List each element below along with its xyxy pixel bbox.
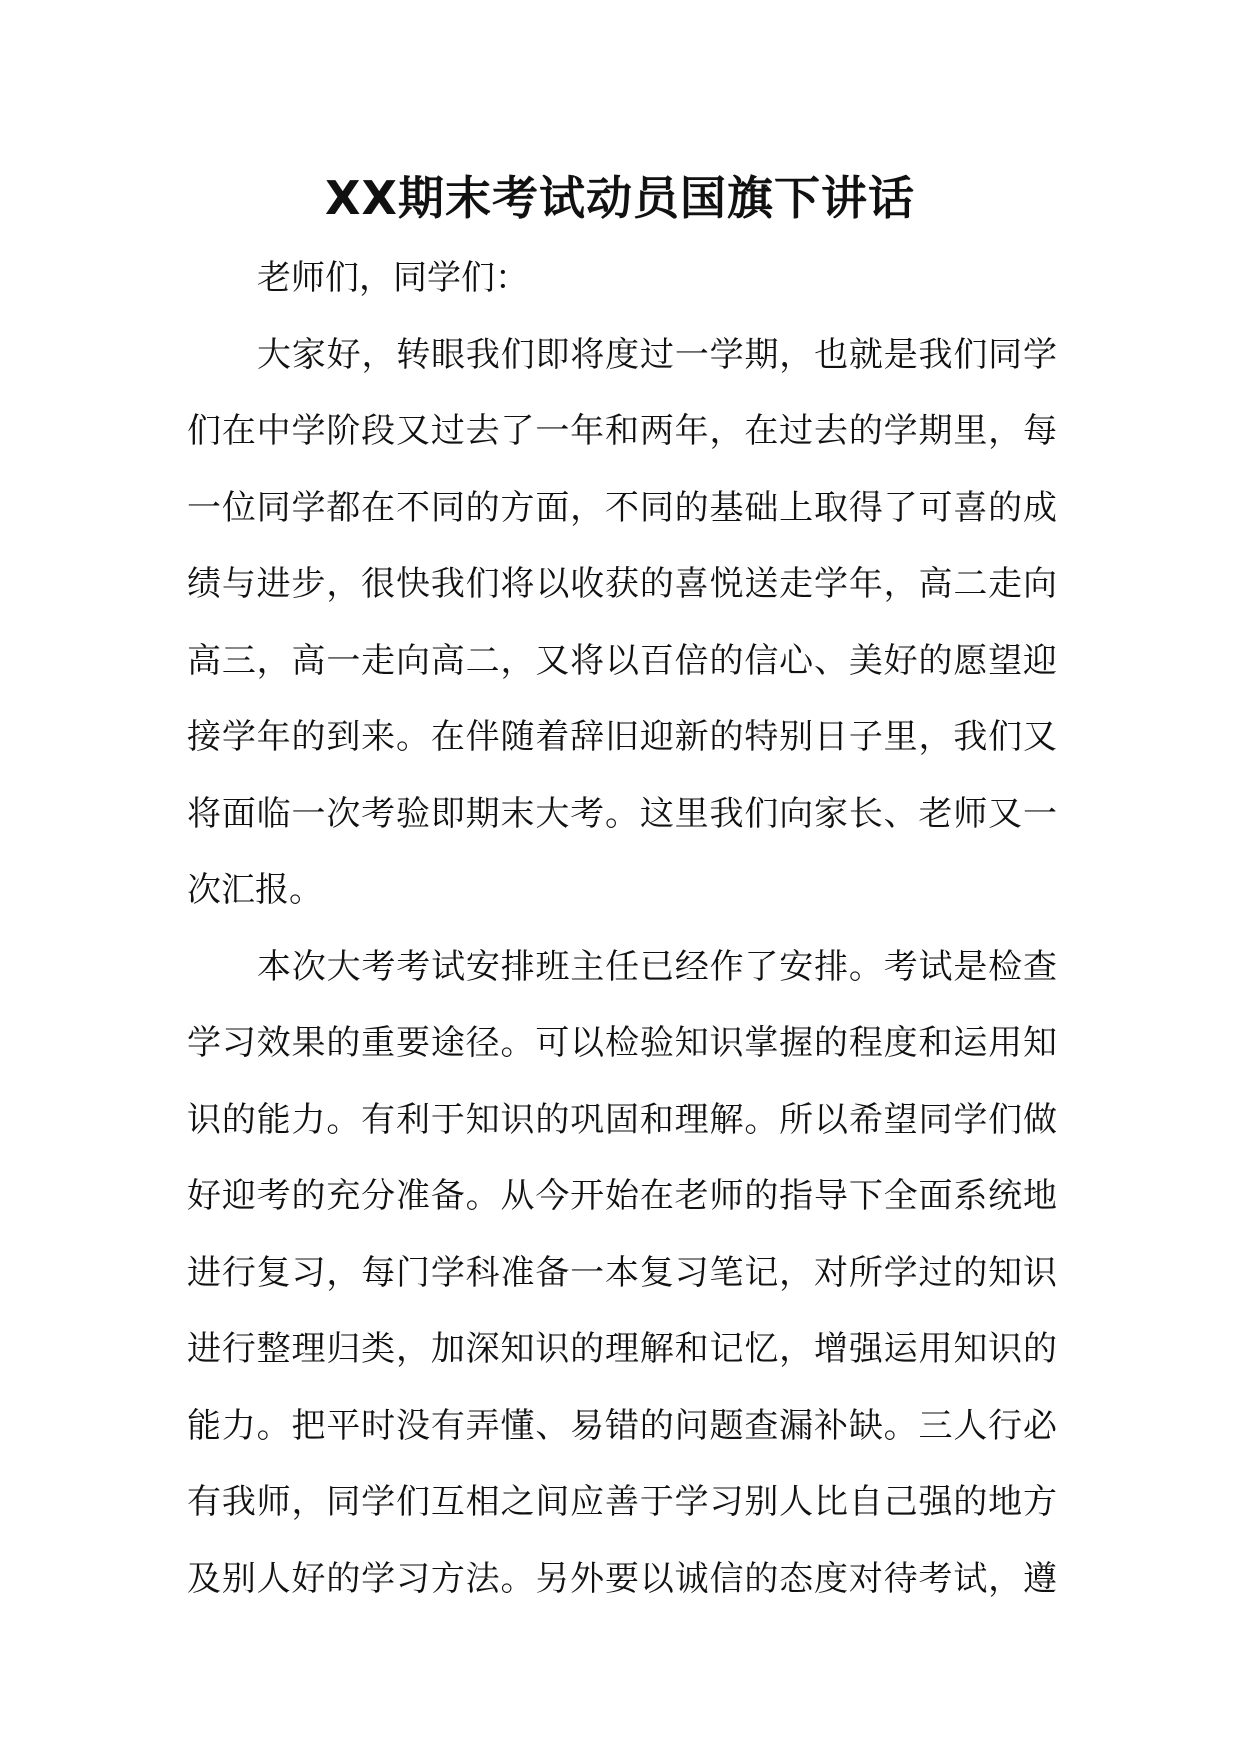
paragraph-1-line-2: 们在中学阶段又过去了一年和两年，在过去的学期里，每	[187, 411, 1057, 451]
paragraph-2-line-3: 识的能力。有利于知识的巩固和理解。所以希望同学们做	[187, 1099, 1057, 1140]
paragraph-1-line-6: 接学年的到来。在伴随着辞旧迎新的特别日子里，我们又	[187, 717, 1057, 757]
paragraph-1-line-3: 一位同学都在不同的方面，不同的基础上取得了可喜的成	[187, 487, 1057, 528]
paragraph-1-line-7: 将面临一次考验即期末大考。这里我们向家长、老师又一	[187, 793, 1057, 834]
paragraph-2-line-1: 本次大考考试安排班主任已经作了安排。考试是检查	[257, 946, 1057, 987]
paragraph-1-line-4: 绩与进步，很快我们将以收获的喜悦送走学年，高二走向	[187, 564, 1057, 604]
paragraph-2-line-2: 学习效果的重要途径。可以检验知识掌握的程度和运用知	[187, 1023, 1057, 1063]
paragraph-2-line-7: 能力。把平时没有弄懂、易错的问题查漏补缺。三人行必	[187, 1405, 1057, 1446]
paragraph-2-line-6: 进行整理归类，加深知识的理解和记忆，增强运用知识的	[187, 1329, 1057, 1369]
paragraph-1-line-8: 次汇报。	[187, 870, 323, 910]
salutation-line: 老师们，同学们：	[257, 258, 529, 298]
paragraph-2-line-5: 进行复习，每门学科准备一本复习笔记，对所学过的知识	[187, 1252, 1057, 1293]
paragraph-2-line-8: 有我师，同学们互相之间应善于学习别人比自己强的地方	[187, 1482, 1057, 1522]
document-body	[187, 240, 1057, 1617]
paragraph-1-line-5: 高三，高一走向高二，又将以百倍的信心、美好的愿望迎	[187, 640, 1057, 681]
document-title: XX期末考试动员国旗下讲话	[325, 171, 915, 225]
paragraph-2-line-4: 好迎考的充分准备。从今开始在老师的指导下全面系统地	[187, 1176, 1057, 1216]
paragraph-1-line-1: 大家好，转眼我们即将度过一学期，也就是我们同学	[257, 334, 1057, 375]
paragraph-2-line-9: 及别人好的学习方法。另外要以诚信的态度对待考试，遵	[187, 1558, 1057, 1599]
